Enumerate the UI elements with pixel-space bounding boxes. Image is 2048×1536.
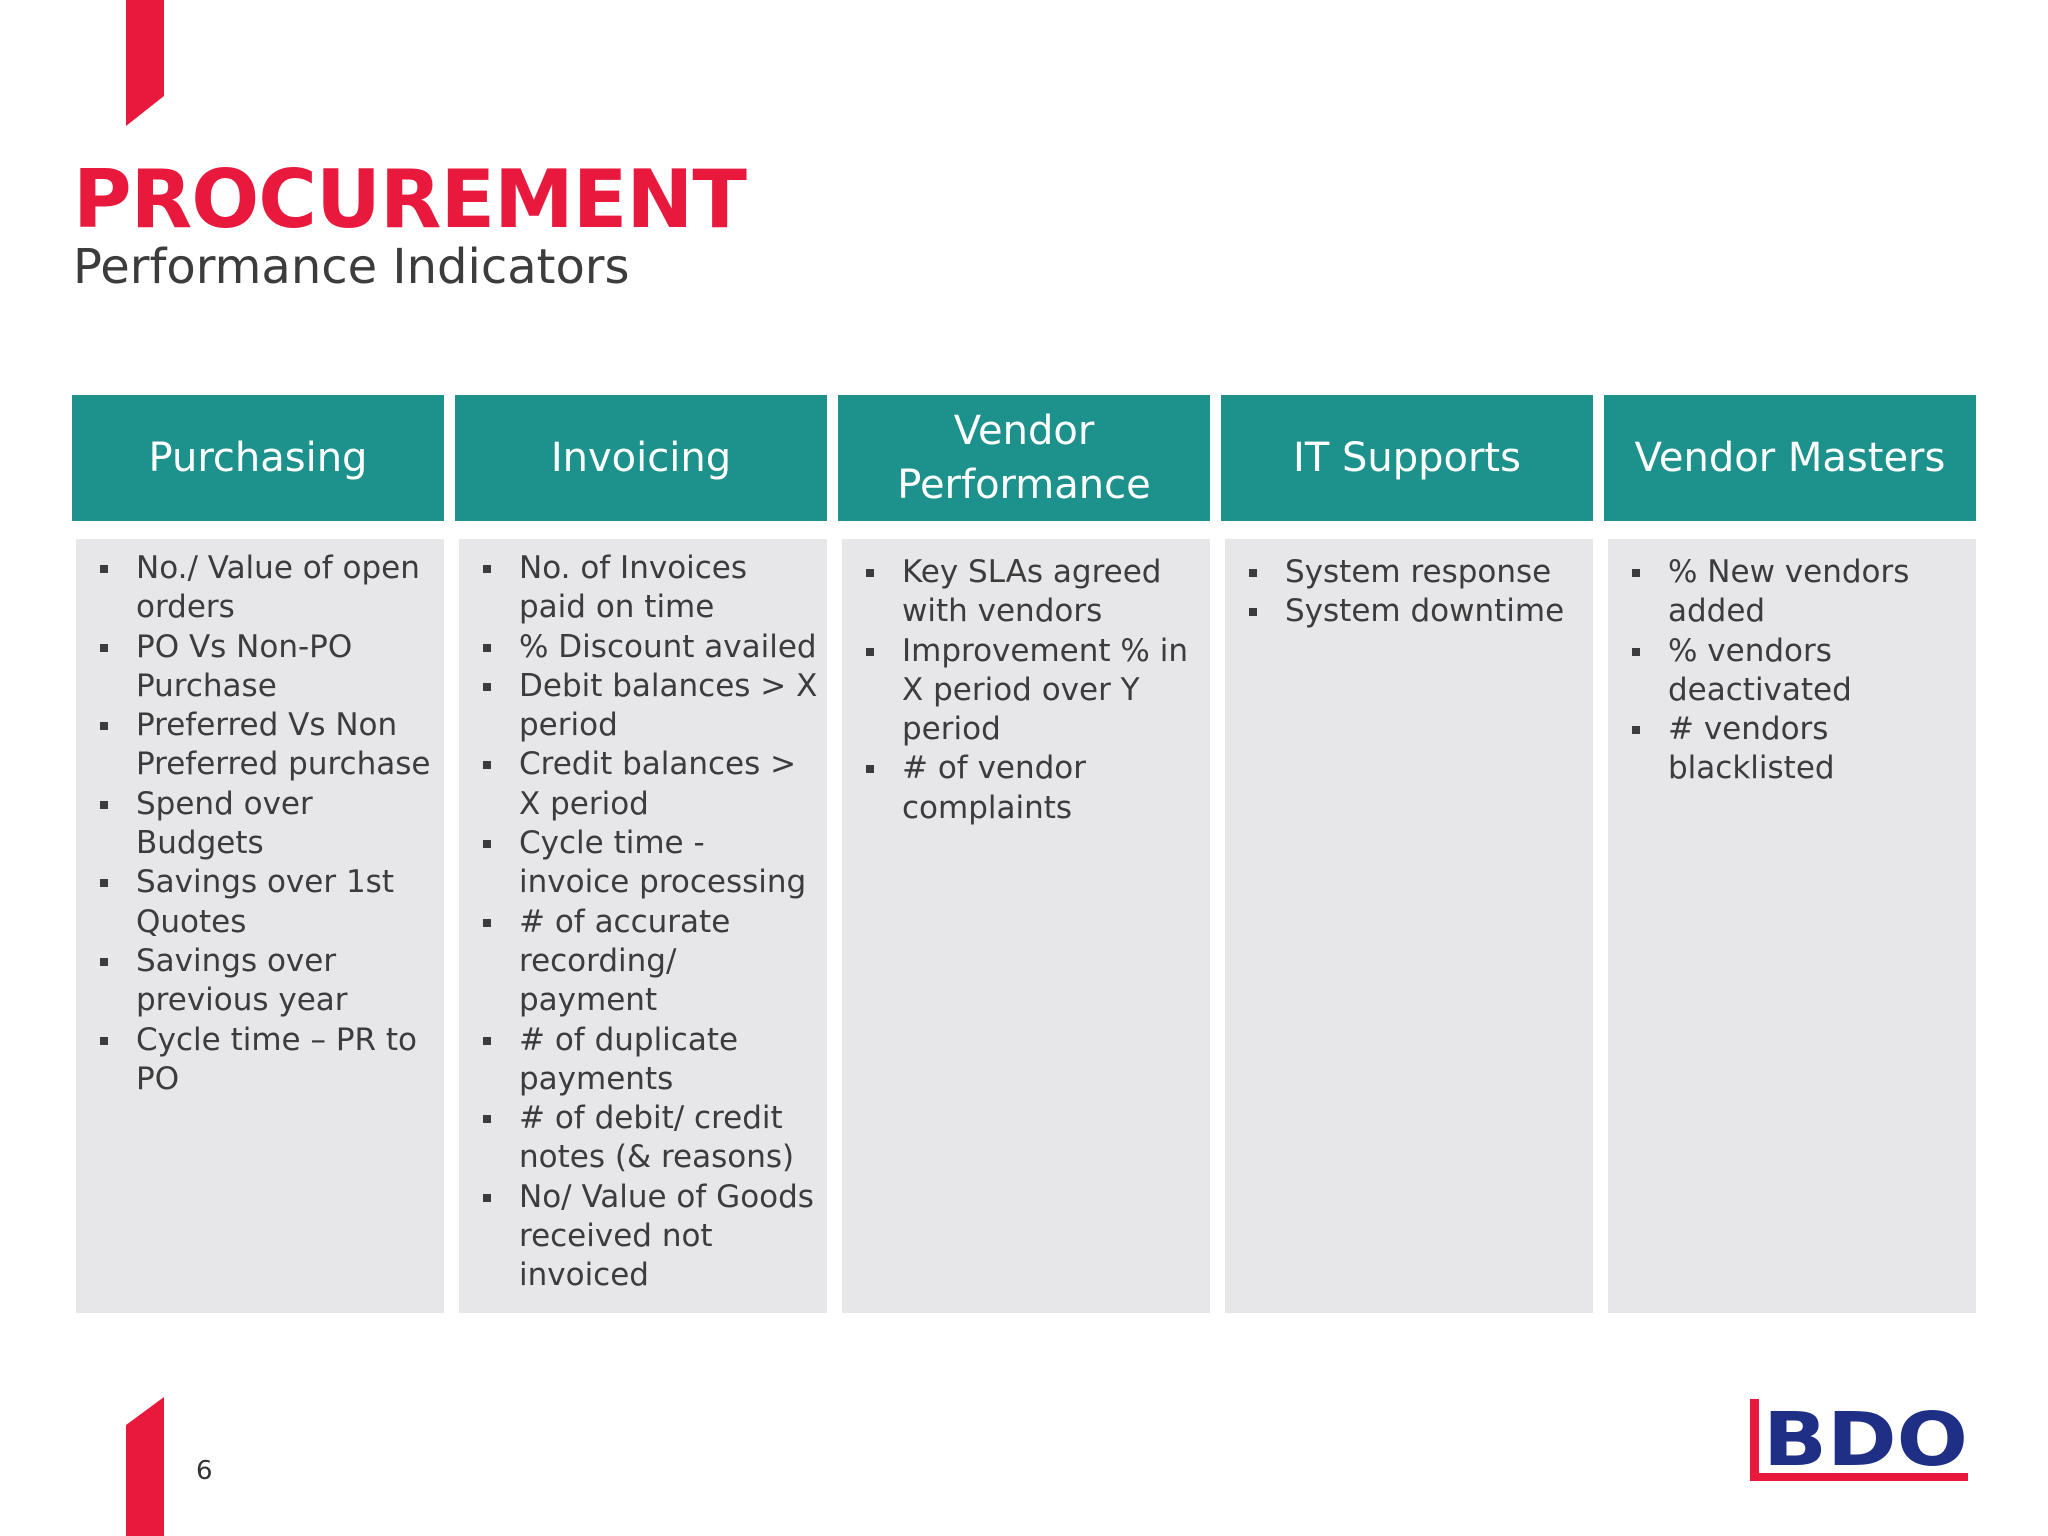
bullet-icon [1632,726,1640,734]
red-accent-tab-top-shape [126,0,164,126]
column-header-label: Vendor Performance [897,408,1151,508]
column-body-vendor-masters [1608,539,1976,1313]
column-header-vendor-masters [1604,395,1976,521]
bullet-icon [1632,648,1640,656]
bullet-icon [100,879,108,887]
kpi-item-text: # of debit/ credit notes (& reasons) [519,1100,795,1176]
kpi-list [459,549,827,1296]
column-body-purchasing [76,539,444,1313]
kpi-item [842,553,1210,632]
kpi-item-text: Preferred Vs Non Preferred purchase [136,707,431,783]
kpi-item-text: # of accurate recording/ payment [519,903,731,1019]
kpi-item [459,824,827,903]
bullet-icon [483,919,491,927]
red-accent-tab-bottom-shape [126,1397,164,1536]
column-body-invoicing [459,539,827,1313]
bullet-icon [866,569,874,577]
kpi-item-text: # of duplicate payments [519,1021,739,1097]
red-accent-tab-bottom [126,1397,164,1536]
column-header-label: Purchasing [148,435,368,481]
kpi-item [1608,632,1976,711]
column-body-it-supports [1225,539,1593,1313]
kpi-item-text: Credit balances > X period [519,746,797,822]
bullet-icon [483,1194,491,1202]
kpi-item-text: Cycle time – PR to PO [136,1021,418,1097]
bullet-icon [100,644,108,652]
kpi-item-text: No. of Invoices paid on time [519,550,748,626]
column-header-label: Vendor Masters [1634,435,1946,481]
kpi-item [842,632,1210,750]
column-header-label: IT Supports [1293,435,1521,481]
bullet-icon [100,1037,108,1045]
red-accent-tab-top [126,0,164,126]
kpi-list [842,553,1210,828]
kpi-list [1225,553,1593,632]
kpi-item [76,628,444,707]
kpi-item-text: # of vendor complaints [902,750,1087,826]
kpi-item [76,549,444,628]
kpi-item-text: # vendors blacklisted [1668,711,1835,787]
page-number: 6 [196,1456,213,1486]
bullet-icon [100,722,108,730]
kpi-item-text: Cycle time - invoice processing [519,825,807,901]
bullet-icon [483,840,491,848]
bullet-icon [483,644,491,652]
kpi-list [1608,553,1976,789]
kpi-list [76,549,444,1099]
kpi-item [1225,592,1593,631]
column-header-label: Invoicing [550,435,732,481]
kpi-item [1608,710,1976,789]
kpi-item-text: System downtime [1285,593,1565,630]
kpi-item [76,942,444,1021]
bdo-logo-bar [1750,1399,1759,1475]
bullet-icon [100,565,108,573]
column-header-invoicing [455,395,827,521]
bullet-icon [1249,608,1257,616]
column-header-purchasing [72,395,444,521]
kpi-item [842,749,1210,828]
kpi-item-text: No./ Value of open orders [136,550,420,626]
kpi-item [1225,553,1593,592]
kpi-item [459,1099,827,1178]
slide-subtitle: Performance Indicators [73,239,630,295]
kpi-item-text: No/ Value of Goods received not invoiced [519,1178,814,1294]
kpi-item [1608,553,1976,632]
slide-title: PROCUREMENT [73,153,746,246]
column-header-vendor-performance [838,395,1210,521]
bullet-icon [1249,569,1257,577]
kpi-item [76,863,444,942]
kpi-item-text: Debit balances > X period [519,667,818,744]
column-body-vendor-performance [842,539,1210,1313]
kpi-item-text: Savings over previous year [136,942,348,1019]
kpi-item-text: % New vendors added [1668,554,1910,630]
kpi-item-text: Key SLAs agreed with vendors [902,554,1162,630]
kpi-item-text: System response [1285,554,1552,590]
bullet-icon [100,958,108,966]
kpi-item-text: Improvement % in X period over Y period [902,632,1188,748]
bullet-icon [483,761,491,769]
kpi-item [459,549,827,628]
kpi-item-text: Savings over 1st Quotes [136,864,394,940]
kpi-item [76,1021,444,1100]
kpi-item [76,706,444,785]
kpi-item [459,1178,827,1296]
bullet-icon [483,565,491,573]
bullet-icon [100,801,108,809]
bullet-icon [866,648,874,656]
bdo-logo [1750,1395,1970,1485]
kpi-item [76,785,444,864]
kpi-item-text: % Discount availed [519,628,817,665]
kpi-item-text: Spend over Budgets [136,785,313,862]
bullet-icon [483,683,491,691]
bullet-icon [1632,569,1640,577]
kpi-item [459,628,827,667]
bullet-icon [483,1115,491,1123]
kpi-item [459,745,827,824]
kpi-item [459,903,827,1021]
kpi-item [459,667,827,746]
kpi-item [459,1021,827,1100]
bdo-logo-text: BDO [1763,1397,1968,1483]
kpi-item-text: % vendors deactivated [1668,632,1852,708]
column-header-it-supports [1221,395,1593,521]
kpi-item-text: PO Vs Non-PO Purchase [136,628,353,704]
bullet-icon [866,765,874,773]
bullet-icon [483,1037,491,1045]
